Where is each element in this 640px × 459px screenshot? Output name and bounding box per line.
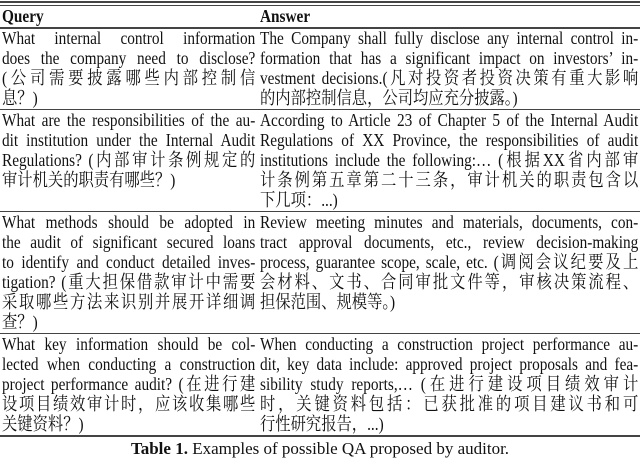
answer-line: 的内部控制信息，公司均应充分披露。) <box>260 88 518 108</box>
header-query: Query <box>2 6 44 26</box>
answer-line: sibility study reports,… (在进行建设项目绩效审计 <box>260 374 639 394</box>
caption-text: Examples of possible QA proposed by auditor. <box>187 439 510 458</box>
bottom-rule <box>0 435 640 437</box>
query-line: 查？) <box>2 312 38 332</box>
answer-line: Regulations of XX Province, the responsibilities of audit <box>260 130 639 150</box>
answer-line: 时，关键资料包括：已获批准的项目建议书和可 <box>260 394 639 414</box>
query-cell <box>2 110 255 190</box>
answer-line: formation that has a significant impact on investors’ in- <box>260 48 639 68</box>
answer-line: According to Article 23 of Chapter 5 of the Internal Audit <box>260 110 639 130</box>
query-line: to identify and conduct detailed inves- <box>2 252 256 272</box>
query-cell <box>2 212 255 332</box>
query-line: project performance audit? (在进行建 <box>2 374 256 394</box>
answer-line: Review meeting minutes and materials, documents, con- <box>260 212 639 232</box>
query-line: Regulations? (内部审计条例规定的 <box>2 150 256 170</box>
query-line: 设项目绩效审计时，应该收集哪些 <box>2 394 256 414</box>
header-answer: Answer <box>260 6 311 26</box>
query-line: 关键资料？) <box>2 414 84 434</box>
answer-line: 下几项：...) <box>260 190 338 210</box>
query-line: (公司需要披露哪些内部控制信 <box>2 68 256 88</box>
answer-line: 计条例第五章第二十三条，审计机关的职责包含以 <box>260 170 639 190</box>
answer-cell <box>260 334 638 434</box>
query-line: dit institution under the Internal Audit <box>2 130 256 150</box>
answer-line: tract approval documents, etc., review decision-making <box>260 232 639 252</box>
answer-line: institutions include the following:… (根据XX省内部审 <box>260 150 639 170</box>
query-line: 采取哪些方法来识别并展开详细调 <box>2 292 256 312</box>
query-line: the audit of significant secured loans <box>2 232 256 252</box>
caption-label: Table 1. <box>130 439 188 458</box>
answer-line: 会材料、文书、合同审批文件等，审核决策流程、 <box>260 272 639 292</box>
top-rule <box>0 1 640 3</box>
answer-line: vestment decisions.(凡对投资者投资决策有重大影响 <box>260 68 639 88</box>
answer-line: The Company shall fully disclose any internal control in- <box>260 28 639 48</box>
query-cell <box>2 28 255 108</box>
query-line: 审计机关的职责有哪些？) <box>2 170 176 190</box>
query-line: 息？) <box>2 88 38 108</box>
answer-line: process, guarantee scope, scale, etc. (调阅会议纪要及上 <box>260 252 639 272</box>
answer-line: When conducting a construction project performance au- <box>260 334 639 354</box>
answer-cell <box>260 28 638 108</box>
answer-line: dit, key data include: approved project proposals and fea- <box>260 354 639 374</box>
table-caption <box>0 439 640 458</box>
query-line: does the company need to disclose? <box>2 48 256 68</box>
query-line: What methods should be adopted in <box>2 212 256 232</box>
answer-cell <box>260 110 638 210</box>
answer-line: 担保范围、规模等。) <box>260 292 396 312</box>
answer-line: 行性研究报告，...) <box>260 414 384 434</box>
query-cell <box>2 334 255 434</box>
query-line: What are the responsibilities of the au- <box>2 110 256 130</box>
query-line: What internal control information <box>2 28 256 48</box>
query-line: lected when conducting a construction <box>2 354 256 374</box>
query-line: What key information should be col- <box>2 334 256 354</box>
answer-cell <box>260 212 638 312</box>
query-line: tigation? (重大担保借款审计中需要 <box>2 272 256 292</box>
